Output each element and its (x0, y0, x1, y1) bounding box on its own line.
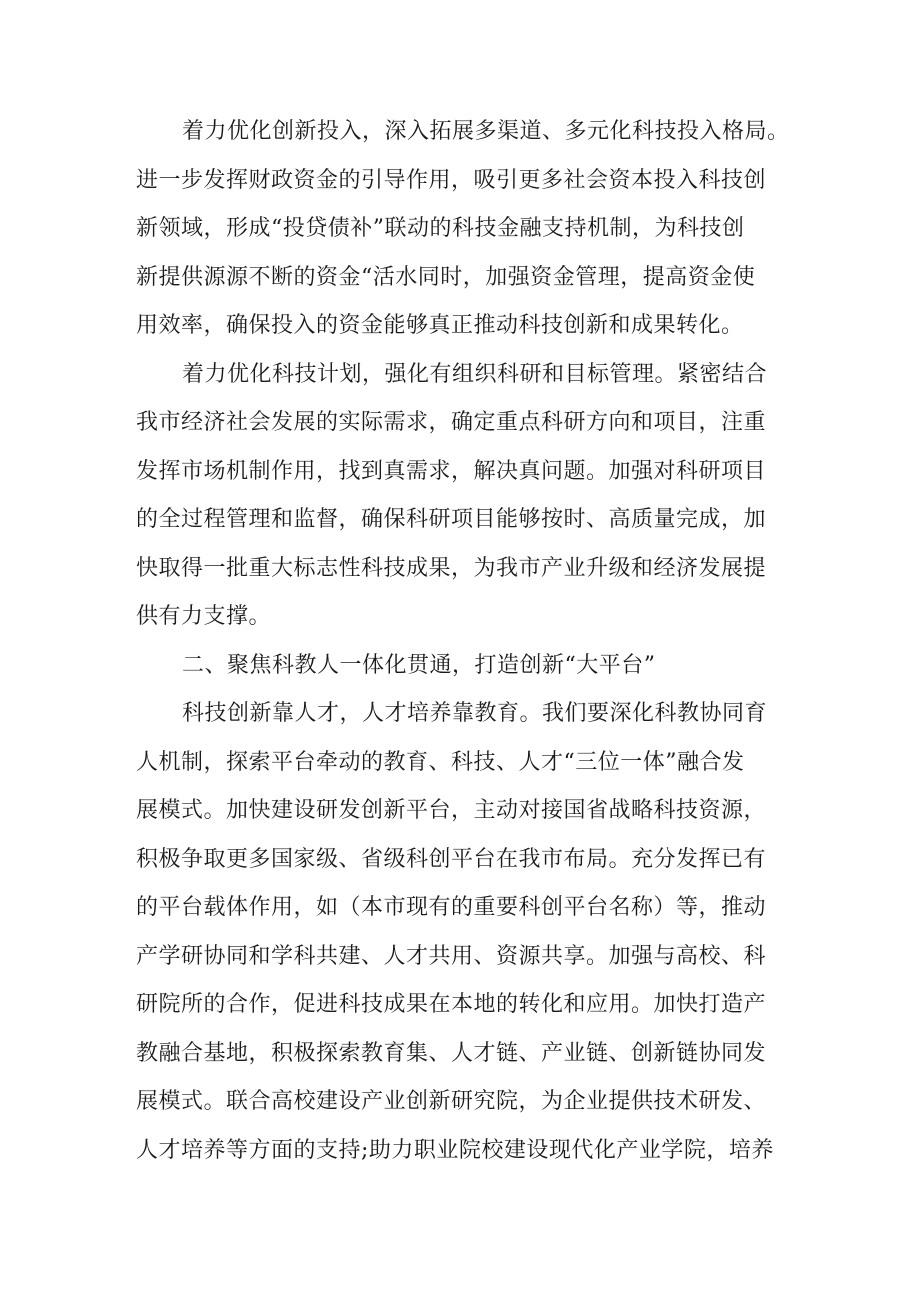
paragraph-2-line-5: 快取得一批重大标志性科技成果，为我市产业升级和经济发展提 (136, 555, 767, 581)
paragraph-2-line-3: 发挥市场机制作用，找到真需求，解决真问题。加强对科研项目 (136, 458, 767, 484)
paragraph-3-line-5: 的平台载体作用，如（本市现有的重要科创平台名称）等，推动 (136, 895, 767, 920)
paragraph-3-line-1: 科技创新靠人才，人才培养靠教育。我们要深化科教协同育 (182, 701, 768, 726)
paragraph-2-line-1: 着力优化科技计划，强化有组织科研和目标管理。紧密结合 (182, 361, 768, 387)
paragraph-3-line-7: 研院所的合作，促进科技成果在本地的转化和应用。加快打造产 (136, 992, 767, 1017)
paragraph-3-line-6: 产学研协同和学科共建、人才共用、资源共享。加强与高校、科 (136, 943, 767, 969)
paragraph-1-line-4: 新提供源源不断的资金“活水同时，加强资金管理，提高资金使 (136, 264, 756, 290)
paragraph-1-line-3: 新领域，形成“投贷债补”联动的科技金融支持机制，为科技创 (136, 216, 745, 241)
paragraph-3-line-9: 展模式。联合高校建设产业创新研究院，为企业提供技术研发、 (136, 1089, 767, 1114)
paragraph-3-line-3: 展模式。加快建设研发创新平台，主动对接国省战略科技资源， (136, 798, 767, 823)
paragraph-2-line-4: 的全过程管理和监督，确保科研项目能够按时、高质量完成，加 (136, 507, 767, 532)
paragraph-2-line-2: 我市经济社会发展的实际需求，确定重点科研方向和项目，注重 (136, 410, 767, 435)
paragraph-2-line-6: 供有力支撑。 (136, 604, 272, 629)
paragraph-1-line-2: 进一步发挥财政资金的引导作用，吸引更多社会资本投入科技创 (136, 167, 767, 193)
paragraph-3-line-10: 人才培养等方面的支持;助力职业院校建设现代化产业学院，培养 (136, 1137, 774, 1163)
paragraph-1-line-1: 着力优化创新投入，深入拓展多渠道、多元化科技投入格局。 (182, 119, 790, 144)
paragraph-3-line-4: 积极争取更多国家级、省级科创平台在我市布局。充分发挥已有 (136, 846, 767, 872)
section-heading: 二、聚焦科教人一体化贯通，打造创新“大平台” (182, 652, 656, 678)
paragraph-1-line-5: 用效率，确保投入的资金能够真正推动科技创新和成果转化。 (136, 313, 744, 338)
document-body (136, 108, 796, 1175)
paragraph-3-line-2: 人机制，探索平台牵动的教育、科技、人才“三位一体”融合发 (136, 749, 745, 775)
paragraph-3-line-8: 教融合基地，积极探索教育集、人才链、产业链、创新链协同发 (136, 1040, 767, 1066)
